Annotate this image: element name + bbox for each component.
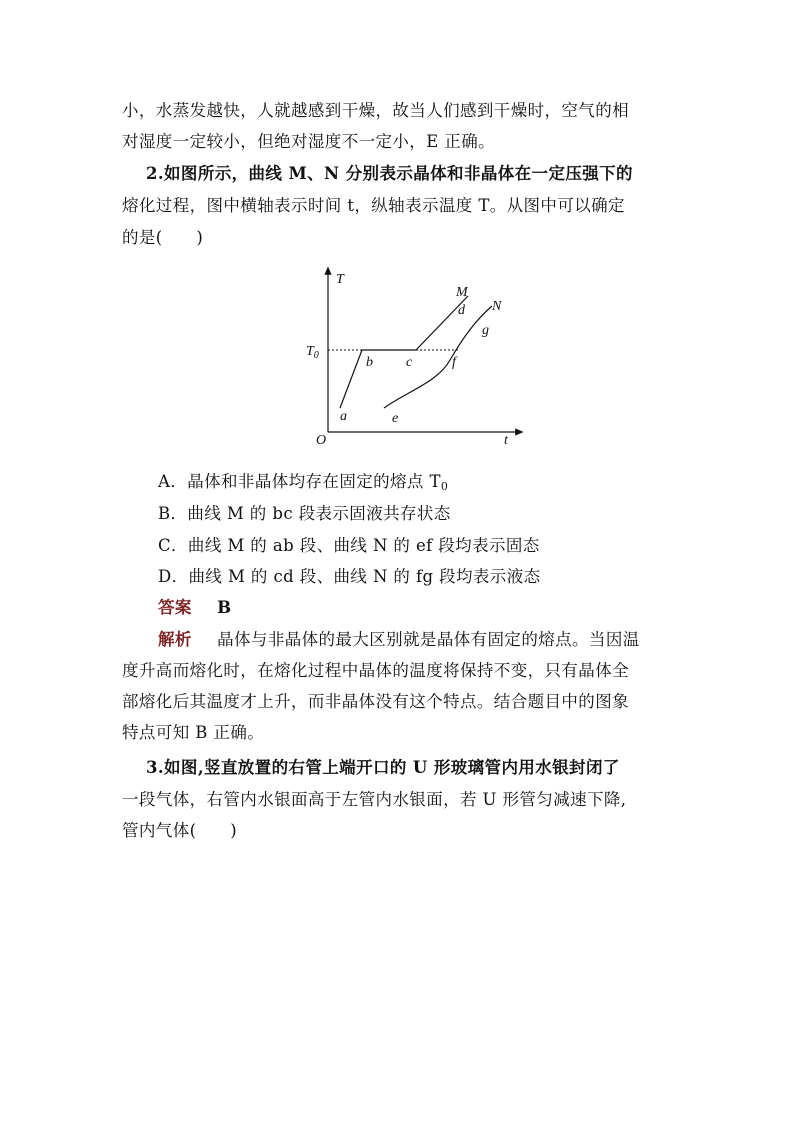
- origin-label: O: [316, 433, 327, 448]
- label-g: g: [482, 323, 489, 338]
- label-d: d: [458, 303, 465, 318]
- q3-stem-line-3: 管内气体( ): [122, 821, 238, 840]
- option-b: B．曲线 M 的 bc 段表示固液共存状态: [158, 504, 451, 523]
- answer-value: B: [217, 598, 232, 617]
- option-a: A．晶体和非晶体均存在固定的熔点 $T_0$: [158, 472, 449, 493]
- t0-label: $T_0$: [306, 344, 319, 361]
- label-m: M: [456, 285, 468, 300]
- q2-stem-line-3: 的是( ): [122, 228, 204, 247]
- option-c: C．曲线 M 的 ab 段、曲线 N 的 ef 段均表示固态: [158, 536, 540, 555]
- label-e: e: [392, 411, 399, 426]
- analysis-line-4: 特点可知 B 正确。: [122, 723, 265, 742]
- analysis-line-3: 部熔化后其温度才上升，而非晶体没有这个特点。结合题目中的图象: [122, 692, 629, 711]
- q3-stem-line-2: 一段气体，右管内水银面高于左管内水银面，若 U 形管匀减速下降,: [122, 790, 627, 809]
- answer-line: [158, 598, 231, 618]
- q2-stem-line-2: 熔化过程，图中横轴表示时间 t，纵轴表示温度 T。从图中可以确定: [122, 196, 625, 215]
- option-d: D．曲线 M 的 cd 段、曲线 N 的 fg 段均表示液态: [158, 567, 541, 586]
- curve-m: [340, 296, 468, 408]
- label-b: b: [366, 355, 373, 370]
- label-c: c: [406, 355, 413, 370]
- axis-y-label: T: [336, 272, 344, 287]
- label-f: f: [452, 355, 456, 370]
- label-n: N: [492, 299, 502, 314]
- curve-n: [384, 306, 492, 408]
- prev-answer-line-1: 小，水蒸发越快，人就越感到干燥，故当人们感到干燥时，空气的相: [122, 101, 629, 120]
- q2-stem-line-1: 2.如图所示，曲线 M、N 分别表示晶体和非晶体在一定压强下的: [146, 164, 633, 183]
- prev-answer-line-2: 对湿度一定较小，但绝对湿度不一定小，E 正确。: [122, 132, 495, 151]
- analysis-label: 解析: [158, 630, 192, 649]
- melting-curve-figure: [298, 256, 534, 456]
- analysis-line-1: 解析 晶体与非晶体的最大区别就是晶体有固定的熔点。当因温: [158, 630, 640, 649]
- answer-label: 答案: [158, 598, 192, 617]
- q3-stem-line-1: 3.如图,竖直放置的右管上端开口的 U 形玻璃管内用水银封闭了: [146, 758, 620, 777]
- analysis-line-2: 度升高而熔化时，在熔化过程中晶体的温度将保持不变，只有晶体全: [122, 661, 629, 680]
- label-a: a: [340, 409, 347, 424]
- axis-x-label: t: [504, 433, 508, 448]
